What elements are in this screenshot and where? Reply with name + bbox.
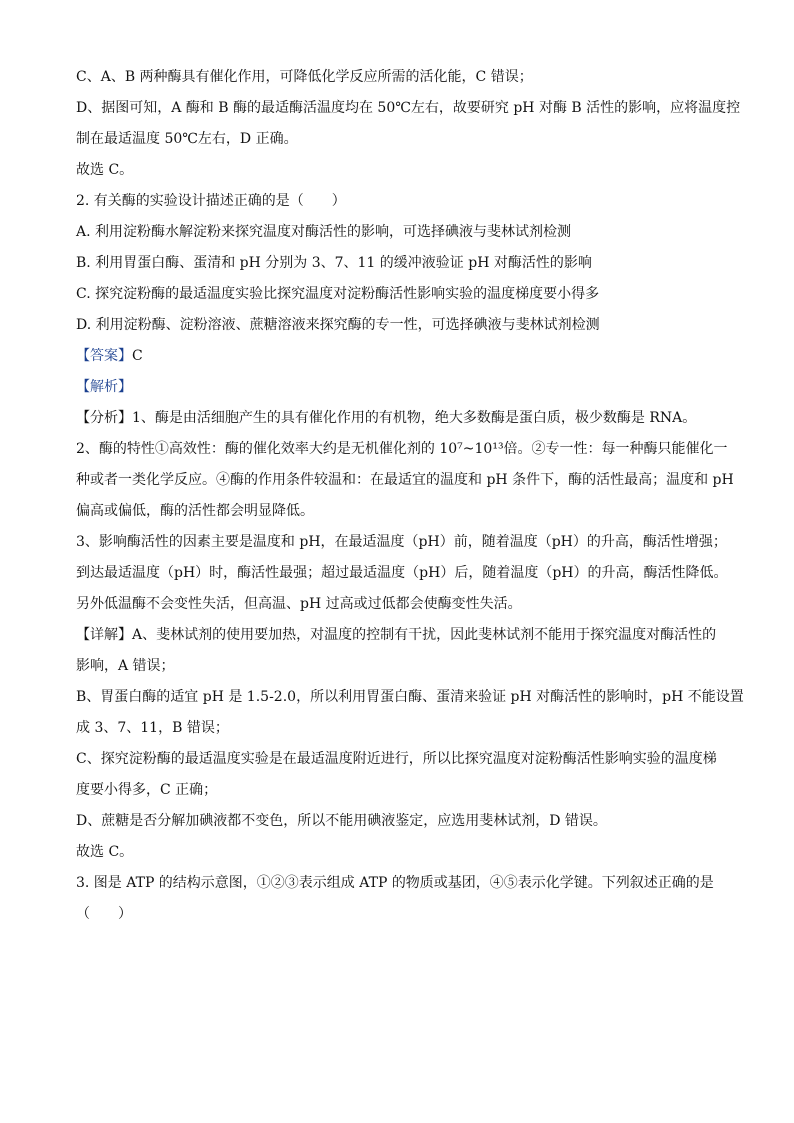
text-line: 影响，A 错误；	[76, 658, 175, 674]
text-line: D、蔗糖是否分解加碘液都不变色，所以不能用碘液鉴定，应选用斐林试剂，D 错误。	[76, 813, 607, 829]
text-line: 度要小得多，C 正确；	[76, 782, 218, 798]
answer-tag: 【答案】	[76, 348, 132, 364]
text-line: 成 3、7、11，B 错误；	[76, 720, 229, 736]
text-line: 到达最适温度（pH）时，酶活性最强；超过最适温度（pH）后，随着温度（pH）的升高，酶活性降低。	[76, 565, 728, 581]
question-3-stem: 3. 图是 ATP 的结构示意图，①②③表示组成 ATP 的物质或基团，④⑤表示化学键。下列叙述正确的是	[76, 875, 714, 891]
option-a: A. 利用淀粉酶水解淀粉来探究温度对酶活性的影响，可选择碘液与斐林试剂检测	[76, 224, 572, 240]
text-line: 3、影响酶活性的因素主要是温度和 pH，在最适温度（pH）前，随着温度（pH）的升高，酶活性增强；	[76, 534, 727, 550]
analysis-tag: 【解析】	[76, 379, 132, 395]
answer-line	[76, 341, 726, 372]
text-line: 偏高或偏低，酶的活性都会明显降低。	[76, 503, 314, 519]
text-line: C、A、B 两种酶具有催化作用，可降低化学反应所需的活化能，C 错误；	[76, 69, 533, 85]
fenxi-tag: 【分析】	[76, 410, 132, 426]
text-line: 种或者一类化学反应。④酶的作用条件较温和：在最适宜的温度和 pH 条件下，酶的活性最高；温度和 pH	[76, 472, 734, 488]
fenxi-text: 1、酶是由活细胞产生的具有催化作用的有机物，绝大多数酶是蛋白质，极少数酶是 RNA。	[132, 410, 697, 426]
option-b: B. 利用胃蛋白酶、蛋清和 pH 分别为 3、7、11 的缓冲液验证 pH 对酶活性的影响	[76, 255, 592, 271]
text-line: 2、酶的特性①高效性：酶的催化效率大约是无机催化剂的 10⁷~10¹³倍。②专一性：每一种酶只能催化一	[76, 441, 728, 457]
text-line: 故选 C。	[76, 844, 134, 860]
analysis-heading	[76, 372, 726, 403]
option-c: C. 探究淀粉酶的最适温度实验比探究温度对淀粉酶活性影响实验的温度梯度要小得多	[76, 286, 600, 302]
text-line: 【详解】A、斐林试剂的使用要加热，对温度的控制有干扰，因此斐林试剂不能用于探究温度对酶活性的	[76, 627, 717, 643]
question-3-blank: （ ）	[76, 906, 132, 922]
text-line: 故选 C。	[76, 162, 134, 178]
text-line: C、探究淀粉酶的最适温度实验是在最适温度附近进行，所以比探究温度对淀粉酶活性影响实验的温度梯	[76, 751, 717, 767]
text-line	[76, 403, 726, 434]
text-line: 另外低温酶不会变性失活，但高温、pH 过高或过低都会使酶变性失活。	[76, 596, 522, 612]
text-line: 制在最适温度 50℃左右，D 正确。	[76, 131, 298, 147]
answer-value: C	[132, 348, 143, 364]
text-line: D、据图可知，A 酶和 B 酶的最适酶活温度均在 50℃左右，故要研究 pH 对酶 B 活性的影响，应将温度控	[76, 100, 741, 116]
option-d: D. 利用淀粉酶、淀粉溶液、蔗糖溶液来探究酶的专一性，可选择碘液与斐林试剂检测	[76, 317, 600, 333]
question-2-stem: 2. 有关酶的实验设计描述正确的是（ ）	[76, 193, 346, 209]
text-line: B、胃蛋白酶的适宜 pH 是 1.5-2.0，所以利用胃蛋白酶、蛋清来验证 pH 对酶活性的影响时，pH 不能设置	[76, 689, 744, 705]
document-page	[76, 62, 744, 930]
